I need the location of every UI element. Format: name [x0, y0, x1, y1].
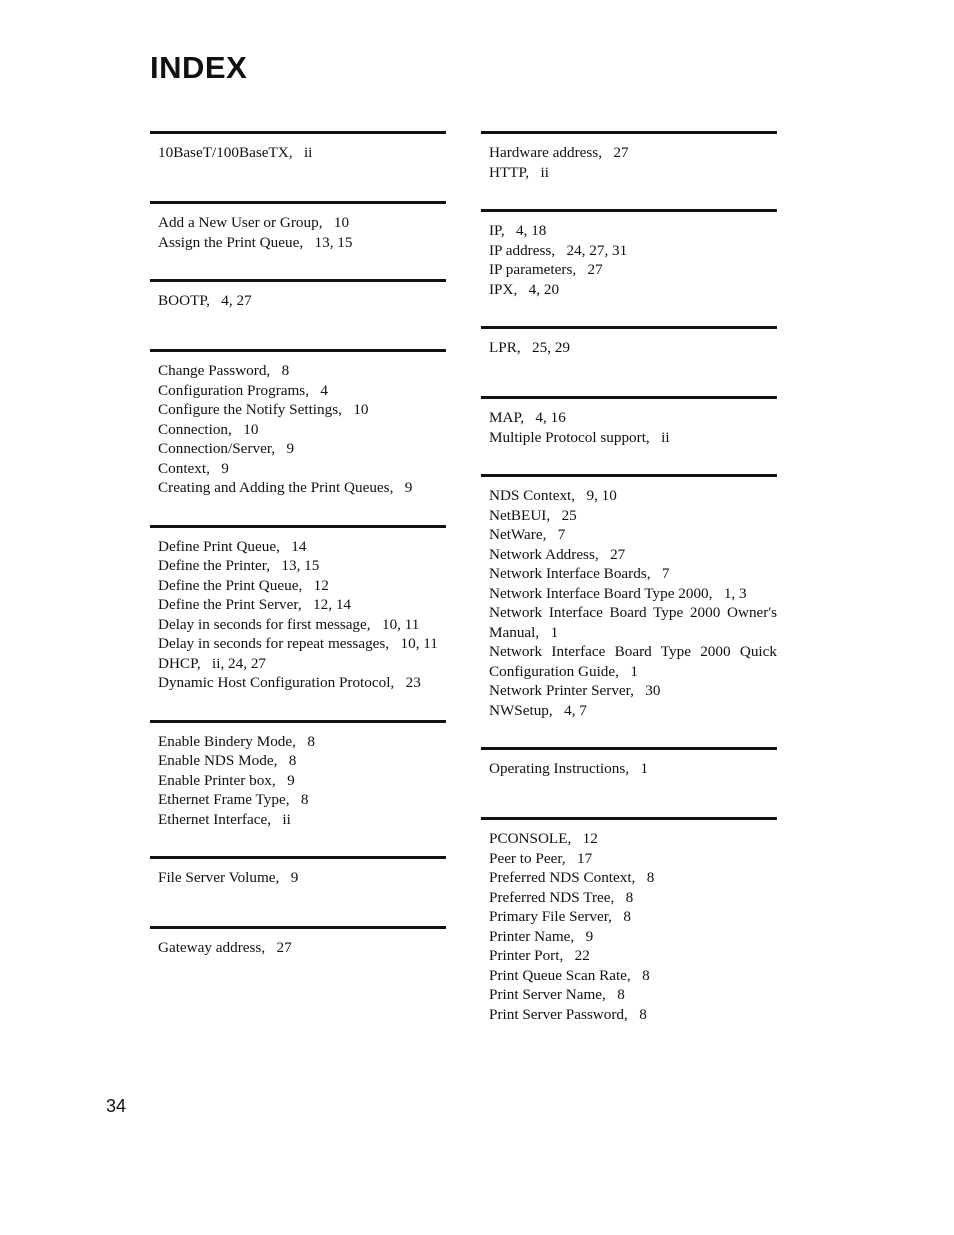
index-entry-list [150, 282, 446, 322]
index-term: Dynamic Host Configuration Protocol, [158, 674, 395, 691]
index-page-refs: 8 [307, 732, 315, 750]
index-term: LPR, [489, 339, 521, 356]
index-term: Network Interface Boards, [489, 565, 651, 582]
index-term: IP address, [489, 241, 556, 259]
index-entry [158, 537, 446, 557]
index-term: Ethernet Interface, [158, 810, 271, 828]
index-term: Configure the Notify Settings, [158, 401, 342, 418]
index-page-refs: 1, 3 [723, 584, 747, 602]
index-page-refs: 9 [221, 459, 229, 477]
index-entry [489, 564, 777, 584]
index-entry [489, 927, 777, 947]
index-term: Define the Print Queue, [158, 576, 303, 594]
index-column-right [481, 131, 777, 1051]
index-entry [158, 143, 446, 163]
index-page-refs: 8 [288, 752, 297, 769]
index-term: 10BaseT/100BaseTX, [158, 144, 293, 161]
index-entry-list [150, 134, 446, 174]
index-term: Enable Bindery Mode, [158, 732, 296, 750]
index-section [481, 326, 777, 369]
index-page-refs: 9 [585, 927, 594, 945]
index-entry [489, 849, 777, 869]
index-entry [158, 439, 446, 459]
index-entry [158, 595, 446, 615]
index-entry [489, 642, 777, 681]
index-page-refs: 4, 18 [516, 222, 547, 239]
index-term: Printer Name, [489, 927, 575, 945]
index-entry [158, 361, 446, 381]
index-entry [158, 654, 446, 674]
index-entry [489, 163, 777, 183]
index-entry [158, 634, 446, 654]
index-page-refs: 12 [313, 576, 329, 594]
index-entry [158, 868, 446, 888]
index-page-refs: ii [303, 144, 313, 161]
index-page-refs: 8 [300, 791, 309, 808]
index-entry [489, 428, 777, 448]
index-entry [489, 260, 777, 280]
index-entry-list [150, 723, 446, 830]
index-page-refs: 13, 15 [314, 233, 353, 251]
index-entry [489, 408, 777, 428]
index-term: Configuration Programs, [158, 381, 310, 399]
index-page-refs: 8 [623, 908, 631, 925]
index-term: Enable NDS Mode, [158, 752, 278, 769]
index-term: DHCP, [158, 654, 201, 672]
index-term: HTTP, [489, 163, 530, 181]
index-entry [158, 459, 446, 479]
index-entry [158, 556, 446, 576]
index-page-refs: 9 [404, 479, 413, 496]
index-section [150, 856, 446, 899]
index-page-refs: 8 [625, 888, 634, 906]
index-page-refs: 10 [333, 214, 350, 231]
index-term: Print Server Password, [489, 1005, 628, 1023]
index-entry [158, 400, 446, 420]
index-page-refs: 12 [582, 830, 598, 847]
index-entry-list [150, 204, 446, 252]
index-term: Define the Printer, [158, 557, 270, 574]
index-entry-list [150, 859, 446, 899]
index-entry [489, 759, 777, 779]
index-page-refs: 4, 16 [535, 409, 566, 426]
index-term: Delay in seconds for first message, [158, 615, 371, 633]
index-page-refs: 9, 10 [586, 487, 617, 504]
index-term: NWSetup, [489, 701, 553, 719]
index-term: Add a New User or Group, [158, 214, 323, 231]
index-page-refs: ii [540, 163, 549, 181]
index-entry [158, 751, 446, 771]
index-term: Gateway address, [158, 939, 266, 956]
index-term: Primary File Server, [489, 908, 612, 925]
index-term: Change Password, [158, 362, 271, 379]
index-entry [489, 143, 777, 163]
index-section [481, 474, 777, 720]
index-page-refs: 1 [550, 623, 559, 641]
index-term: Define the Print Server, [158, 596, 302, 613]
index-page-refs: 8 [639, 1005, 647, 1023]
index-term: IP parameters, [489, 261, 577, 278]
index-section [481, 209, 777, 299]
index-entry [158, 790, 446, 810]
index-entry-list [481, 477, 777, 720]
index-entry [489, 241, 777, 261]
index-page-refs: ii [282, 810, 291, 828]
index-term: Network Interface Board Type 2000, [489, 584, 713, 602]
index-entry [489, 506, 777, 526]
index-page-refs: 27 [610, 545, 626, 563]
index-page-refs: ii, 24, 27 [212, 654, 267, 672]
index-entry-list [150, 929, 446, 969]
index-page-refs: 4, 7 [564, 701, 587, 719]
index-page-refs: 25, 29 [532, 339, 571, 356]
index-page-refs: 10, 11 [400, 635, 438, 652]
index-entry-list [481, 750, 777, 790]
index-term: IPX, [489, 280, 518, 298]
index-page-refs: 12, 14 [313, 596, 351, 613]
index-term: Assign the Print Queue, [158, 233, 304, 251]
index-entry [489, 907, 777, 927]
index-term: Print Queue Scan Rate, [489, 966, 631, 984]
index-term: Multiple Protocol support, [489, 428, 650, 446]
index-page-refs: 27 [587, 261, 603, 278]
index-term: Ethernet Frame Type, [158, 791, 290, 808]
index-entry [489, 525, 777, 545]
index-section [150, 201, 446, 252]
index-term: Connection, [158, 420, 232, 438]
index-entry [489, 584, 777, 604]
index-entry-list [150, 528, 446, 693]
index-page-refs: 7 [661, 565, 670, 582]
index-entry [489, 545, 777, 565]
index-entry [489, 985, 777, 1005]
index-page-refs: 17 [576, 849, 593, 867]
index-term: MAP, [489, 409, 525, 426]
index-term: NetWare, [489, 526, 547, 543]
index-entry [489, 946, 777, 966]
index-page-refs: 9 [287, 771, 295, 789]
index-entry [158, 381, 446, 401]
index-term: Hardware address, [489, 144, 603, 161]
index-term: IP, [489, 222, 505, 239]
index-entry [158, 771, 446, 791]
index-entry [158, 291, 446, 311]
index-page-refs: 8 [617, 986, 625, 1003]
index-term: Context, [158, 459, 210, 477]
index-page-refs: 1 [640, 760, 649, 777]
index-entry [489, 888, 777, 908]
index-page-refs: 30 [645, 682, 661, 699]
index-section [150, 349, 446, 498]
index-page-refs: 9 [286, 440, 295, 457]
index-page-refs: ii [661, 428, 670, 446]
index-page-refs: 14 [291, 537, 307, 555]
index-section [150, 525, 446, 693]
index-entry-list [150, 352, 446, 498]
index-term: Define Print Queue, [158, 537, 280, 555]
index-term: PCONSOLE, [489, 830, 572, 847]
index-term: Peer to Peer, [489, 849, 566, 867]
index-term: Network Interface Board Type 2000 Quick Configuration Guide, [489, 643, 777, 680]
index-term: Network Printer Server, [489, 682, 634, 699]
index-page-refs: 10, 11 [381, 615, 420, 633]
index-entry-list [481, 212, 777, 299]
index-page-refs: 10 [243, 420, 259, 438]
index-term: Preferred NDS Tree, [489, 888, 615, 906]
index-section [150, 131, 446, 174]
index-entry [489, 701, 777, 721]
index-column-left [150, 131, 446, 996]
index-section [481, 131, 777, 182]
index-page-refs: 4 [320, 381, 328, 399]
index-entry [489, 603, 777, 642]
index-page-refs: 24, 27, 31 [566, 241, 628, 259]
index-entry [489, 221, 777, 241]
index-entry [158, 233, 446, 253]
index-page-refs: 27 [276, 939, 292, 956]
index-entry [158, 810, 446, 830]
index-entry [489, 868, 777, 888]
index-entry [158, 420, 446, 440]
index-page-refs: 8 [646, 869, 655, 886]
index-page-refs: 7 [557, 526, 566, 543]
index-term: File Server Volume, [158, 869, 280, 886]
index-page-refs: 4, 20 [528, 280, 560, 298]
index-page-refs: 9 [290, 869, 299, 886]
index-page-refs: 27 [613, 144, 629, 161]
index-page-refs: 4, 27 [221, 292, 252, 309]
page-title: INDEX [150, 50, 248, 85]
index-page-refs: 23 [405, 674, 421, 691]
index-page-refs: 8 [281, 362, 290, 379]
index-section [481, 817, 777, 1024]
index-entry [158, 938, 446, 958]
index-page-refs: 10 [353, 401, 369, 418]
index-entry [158, 615, 446, 635]
index-entry [158, 673, 446, 693]
index-term: Creating and Adding the Print Queues, [158, 479, 394, 496]
index-term: Enable Printer box, [158, 771, 276, 789]
index-entry [489, 280, 777, 300]
index-entry-list [481, 399, 777, 447]
index-term: BOOTP, [158, 292, 210, 309]
index-term: Delay in seconds for repeat messages, [158, 635, 390, 652]
index-term: Network Interface Board Type 2000 Owner's Manual, [489, 604, 777, 641]
index-term: NDS Context, [489, 487, 576, 504]
index-entry [158, 732, 446, 752]
index-section [150, 720, 446, 830]
index-entry-list [481, 329, 777, 369]
index-section [150, 279, 446, 322]
index-term: Network Address, [489, 545, 599, 563]
index-term: NetBEUI, [489, 506, 551, 524]
index-page-refs: 22 [574, 947, 590, 964]
index-term: Printer Port, [489, 947, 564, 964]
index-term: Connection/Server, [158, 440, 276, 457]
index-section [481, 747, 777, 790]
index-page-refs: 13, 15 [281, 557, 320, 574]
page-number: 34 [106, 1096, 127, 1116]
index-term: Print Server Name, [489, 986, 606, 1003]
index-page-refs: 8 [642, 966, 650, 984]
index-entry [489, 966, 777, 986]
index-section [481, 396, 777, 447]
index-entry-list [481, 134, 777, 182]
index-entry [158, 213, 446, 233]
index-entry [489, 338, 777, 358]
index-entry [158, 576, 446, 596]
index-entry [489, 829, 777, 849]
index-page-refs: 25 [561, 506, 577, 524]
index-entry [489, 486, 777, 506]
index-section [150, 926, 446, 969]
index-entry [489, 1005, 777, 1025]
index-entry [489, 681, 777, 701]
index-entry [158, 478, 446, 498]
index-term: Operating Instructions, [489, 760, 630, 777]
index-term: Preferred NDS Context, [489, 869, 636, 886]
index-page-refs: 1 [630, 662, 638, 680]
index-entry-list [481, 820, 777, 1024]
